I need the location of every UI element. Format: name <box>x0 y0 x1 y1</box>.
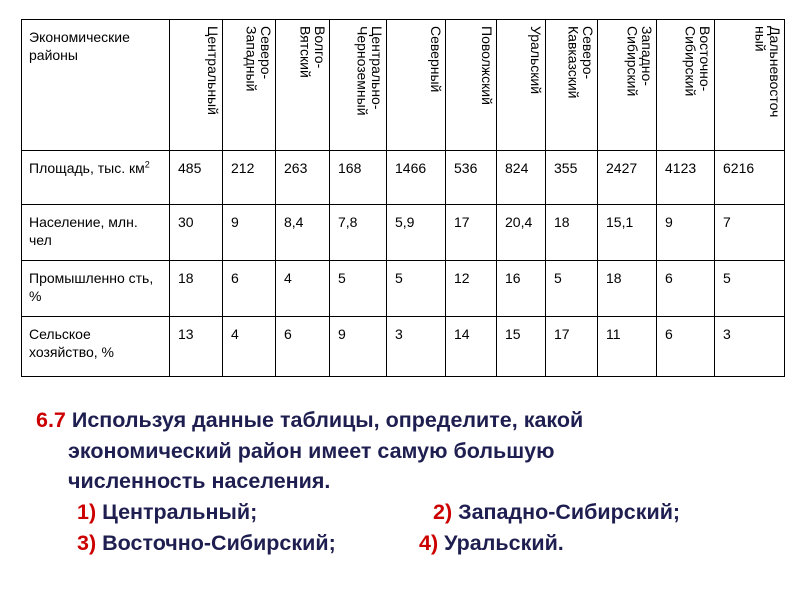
question-line: численность населения. <box>68 469 331 494</box>
table-cell: 5 <box>546 261 598 317</box>
table-cell: 7,8 <box>330 205 387 261</box>
table-cell: 355 <box>546 151 598 205</box>
answer-option-2[interactable]: 2) Западно-Сибирский; <box>433 500 681 525</box>
table-cell: 6 <box>657 261 715 317</box>
table-cell: 9 <box>330 317 387 377</box>
region-header <box>170 20 223 151</box>
question-number: 6.7 <box>36 408 66 432</box>
region-header <box>598 20 657 151</box>
table-cell: 13 <box>170 317 223 377</box>
question-line <box>36 405 796 436</box>
table-header-row <box>22 20 785 151</box>
region-header <box>497 20 546 151</box>
table-cell: 6 <box>657 317 715 377</box>
region-header <box>330 20 387 151</box>
table-cell: 485 <box>170 151 223 205</box>
table-row <box>22 317 785 377</box>
answer-option-4[interactable]: 4) Уральский. <box>419 531 564 556</box>
region-header <box>276 20 330 151</box>
table-cell: 18 <box>598 261 657 317</box>
table-cell: 4 <box>223 317 276 377</box>
answer-row <box>36 528 796 559</box>
region-name: Северо- Кавказский <box>565 26 596 99</box>
table-cell: 4 <box>276 261 330 317</box>
table-cell: 5 <box>330 261 387 317</box>
region-name: Западно- Сибирский <box>624 26 655 97</box>
table-row <box>22 205 785 261</box>
table-cell: 2427 <box>598 151 657 205</box>
table-cell: 17 <box>546 317 598 377</box>
table-cell: 3 <box>387 317 446 377</box>
table-cell: 1466 <box>387 151 446 205</box>
region-header <box>546 20 598 151</box>
table-cell: 11 <box>598 317 657 377</box>
question-text: Используя данные таблицы, определите, какой <box>71 408 584 432</box>
table-cell: 5,9 <box>387 205 446 261</box>
table-cell: 18 <box>170 261 223 317</box>
answer-row <box>36 497 796 528</box>
table-cell: 212 <box>223 151 276 205</box>
table-cell: 263 <box>276 151 330 205</box>
row-label: Площадь, тыс. $км^2$ <box>22 151 170 205</box>
region-name: Восточно- Сибирский <box>682 26 713 97</box>
table-cell: 5 <box>715 261 785 317</box>
question-block <box>36 405 796 559</box>
region-name: Центральный <box>205 26 221 115</box>
region-header <box>715 20 785 151</box>
corner-label: Экономические районы <box>22 20 170 151</box>
table-cell: 536 <box>446 151 497 205</box>
table-cell: 20,4 <box>497 205 546 261</box>
question-line: экономический район имеет самую большую <box>68 438 555 463</box>
table-cell: 168 <box>330 151 387 205</box>
region-name: Центрально- Черноземный <box>354 26 385 116</box>
table-cell: 12 <box>446 261 497 317</box>
table-cell: 30 <box>170 205 223 261</box>
region-header <box>387 20 446 151</box>
table-cell: 9 <box>657 205 715 261</box>
economic-regions-table <box>21 19 785 377</box>
table-cell: 7 <box>715 205 785 261</box>
row-label: Сельское хозяйство, % <box>22 317 170 377</box>
table-row <box>22 151 785 205</box>
table-cell: 6 <box>276 317 330 377</box>
table-cell: 8,4 <box>276 205 330 261</box>
row-label: Промышленно сть, % <box>22 261 170 317</box>
table-cell: 3 <box>715 317 785 377</box>
region-name: Северный <box>428 26 444 93</box>
table-row <box>22 261 785 317</box>
table-cell: 15,1 <box>598 205 657 261</box>
table-cell: 9 <box>223 205 276 261</box>
table-cell: 5 <box>387 261 446 317</box>
row-label: Население, млн. чел <box>22 205 170 261</box>
table-cell: 6 <box>223 261 276 317</box>
region-name: Поволжский <box>479 26 495 105</box>
region-header <box>446 20 497 151</box>
table-cell: 15 <box>497 317 546 377</box>
region-name: Дальневосточ ный <box>752 26 783 118</box>
table-cell: 6216 <box>715 151 785 205</box>
table-cell: 18 <box>546 205 598 261</box>
region-header <box>657 20 715 151</box>
table-cell: 4123 <box>657 151 715 205</box>
region-name: Волго- Вятский <box>297 26 328 78</box>
answer-option-1[interactable]: 1) Центральный; <box>77 500 258 525</box>
region-name: Уральский <box>528 26 544 95</box>
table-cell: 17 <box>446 205 497 261</box>
answer-option-3[interactable]: 3) Восточно-Сибирский; <box>77 531 336 556</box>
region-name: Северо- Западный <box>243 26 274 92</box>
table-cell: 16 <box>497 261 546 317</box>
region-header <box>223 20 276 151</box>
table-cell: 14 <box>446 317 497 377</box>
table-cell: 824 <box>497 151 546 205</box>
